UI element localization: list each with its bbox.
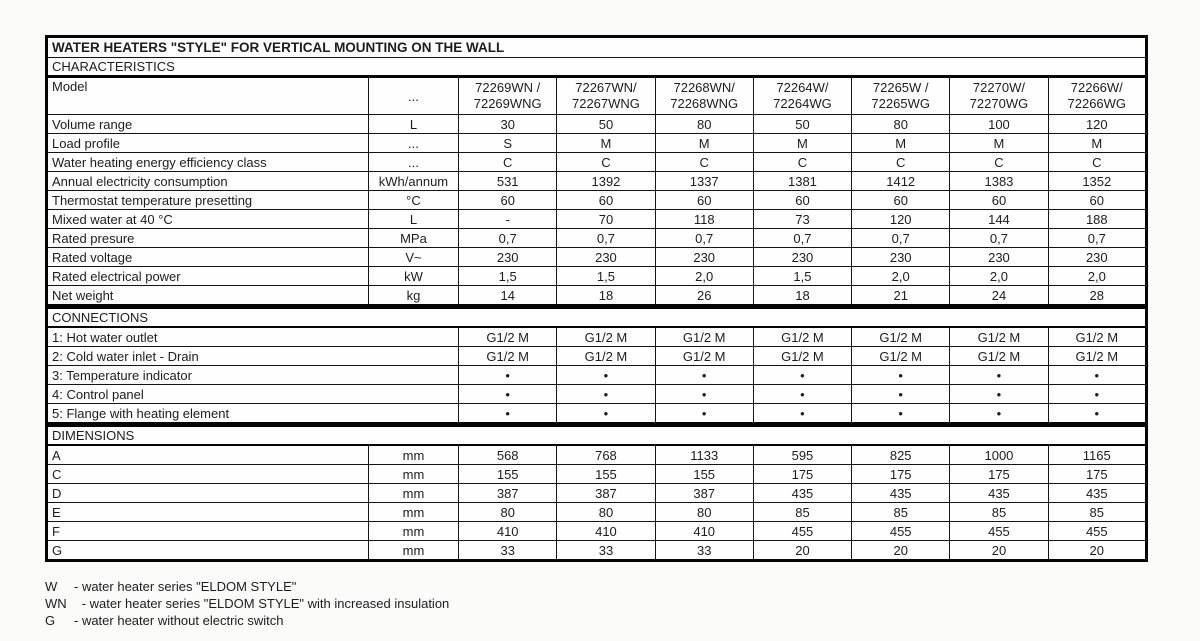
row-label: 5: Flange with heating element: [47, 404, 459, 425]
row-label: 3: Temperature indicator: [47, 366, 459, 385]
cell-value: C: [950, 153, 1048, 172]
cell-value: C: [655, 153, 753, 172]
cell-value: M: [1048, 134, 1146, 153]
cell-value: G1/2 M: [557, 327, 655, 347]
cell-value: 2,0: [950, 267, 1048, 286]
model-name-line2: 72265WG: [871, 96, 930, 111]
cell-value: 1,5: [753, 267, 851, 286]
cell-value: 80: [852, 115, 950, 134]
legend-line: [45, 578, 449, 595]
cell-value: •: [459, 404, 557, 425]
cell-value: 230: [852, 248, 950, 267]
cell-value: C: [753, 153, 851, 172]
characteristics-header: CHARACTERISTICS: [47, 58, 1147, 77]
legend-abbr: G: [45, 613, 56, 628]
cell-value: 0,7: [753, 229, 851, 248]
row-label: A: [47, 445, 369, 465]
cell-value: 33: [655, 541, 753, 561]
cell-value: •: [459, 366, 557, 385]
row-label: Annual electricity consumption: [47, 172, 369, 191]
cell-value: 80: [655, 115, 753, 134]
row-unit: L: [368, 210, 458, 229]
cell-value: C: [852, 153, 950, 172]
table-title: WATER HEATERS "STYLE" FOR VERTICAL MOUNTING ON THE WALL: [47, 37, 1147, 58]
cell-value: 60: [950, 191, 1048, 210]
spec-table: [45, 35, 1148, 562]
cell-value: S: [459, 134, 557, 153]
cell-value: G1/2 M: [950, 347, 1048, 366]
cell-value: 18: [557, 286, 655, 307]
model-name-line1: 72267WN/: [575, 80, 637, 95]
cell-value: G1/2 M: [1048, 327, 1146, 347]
cell-value: 60: [753, 191, 851, 210]
cell-value: 175: [852, 465, 950, 484]
spec-row: [47, 115, 1147, 134]
cell-value: 0,7: [950, 229, 1048, 248]
cell-value: G1/2 M: [655, 347, 753, 366]
model-name-line2: 72268WNG: [670, 96, 739, 111]
spec-row: [47, 404, 1147, 425]
cell-value: C: [557, 153, 655, 172]
cell-value: 20: [852, 541, 950, 561]
cell-value: •: [557, 385, 655, 404]
cell-value: M: [655, 134, 753, 153]
cell-value: 435: [852, 484, 950, 503]
cell-value: •: [753, 404, 851, 425]
cell-value: •: [557, 366, 655, 385]
cell-value: •: [1048, 385, 1146, 404]
model-cell: [459, 77, 557, 115]
legend-desc: - water heater series "ELDOM STYLE": [74, 579, 297, 594]
cell-value: 20: [950, 541, 1048, 561]
model-name-line2: 72270WG: [969, 96, 1029, 111]
cell-value: 155: [557, 465, 655, 484]
cell-value: 60: [852, 191, 950, 210]
cell-value: G1/2 M: [852, 347, 950, 366]
spec-row: [47, 541, 1147, 561]
cell-value: M: [557, 134, 655, 153]
cell-value: 80: [557, 503, 655, 522]
legend-abbr: WN: [45, 596, 67, 611]
model-cell: [557, 77, 655, 115]
cell-value: 188: [1048, 210, 1146, 229]
cell-value: M: [852, 134, 950, 153]
cell-value: G1/2 M: [459, 347, 557, 366]
cell-value: 1165: [1048, 445, 1146, 465]
model-cell: [950, 77, 1048, 115]
model-name-line1: 72269WN /: [475, 80, 541, 95]
cell-value: M: [950, 134, 1048, 153]
legend-abbr: W: [45, 579, 58, 594]
cell-value: G1/2 M: [1048, 347, 1146, 366]
cell-value: 70: [557, 210, 655, 229]
cell-value: •: [950, 385, 1048, 404]
cell-value: C: [1048, 153, 1146, 172]
cell-value: 30: [459, 115, 557, 134]
model-name-line2: 72269WNG: [473, 96, 542, 111]
spec-row: [47, 267, 1147, 286]
cell-value: 455: [753, 522, 851, 541]
cell-value: 1133: [655, 445, 753, 465]
cell-value: 0,7: [852, 229, 950, 248]
model-name-line1: 72264W/: [776, 80, 829, 95]
cell-value: •: [655, 385, 753, 404]
cell-value: G1/2 M: [852, 327, 950, 347]
model-name-line2: 72266WG: [1067, 96, 1127, 111]
dimensions-header-row: [47, 425, 1147, 446]
cell-value: •: [852, 366, 950, 385]
cell-value: 155: [459, 465, 557, 484]
cell-value: 26: [655, 286, 753, 307]
cell-value: 80: [459, 503, 557, 522]
spec-row: [47, 286, 1147, 307]
row-unit: kW: [368, 267, 458, 286]
cell-value: 1000: [950, 445, 1048, 465]
spec-row: [47, 465, 1147, 484]
row-unit: V~: [368, 248, 458, 267]
spec-row: [47, 385, 1147, 404]
cell-value: •: [557, 404, 655, 425]
cell-value: •: [1048, 404, 1146, 425]
row-unit: mm: [368, 465, 458, 484]
cell-value: 455: [950, 522, 1048, 541]
cell-value: 50: [753, 115, 851, 134]
cell-value: •: [852, 385, 950, 404]
row-label: Water heating energy efficiency class: [47, 153, 369, 172]
cell-value: 230: [655, 248, 753, 267]
row-unit: ...: [368, 153, 458, 172]
cell-value: 175: [753, 465, 851, 484]
title-section: [47, 37, 1147, 58]
cell-value: 50: [557, 115, 655, 134]
cell-value: 80: [655, 503, 753, 522]
dimensions-rows: [47, 445, 1147, 561]
model-cell: [1048, 77, 1146, 115]
cell-value: 144: [950, 210, 1048, 229]
cell-value: 455: [852, 522, 950, 541]
cell-value: 825: [852, 445, 950, 465]
cell-value: G1/2 M: [753, 327, 851, 347]
connections-header: CONNECTIONS: [47, 307, 1147, 328]
cell-value: 230: [459, 248, 557, 267]
cell-value: 1337: [655, 172, 753, 191]
cell-value: 1352: [1048, 172, 1146, 191]
cell-value: 0,7: [557, 229, 655, 248]
cell-value: 18: [753, 286, 851, 307]
cell-value: 60: [655, 191, 753, 210]
cell-value: 1381: [753, 172, 851, 191]
row-label: 2: Cold water inlet - Drain: [47, 347, 459, 366]
cell-value: 85: [950, 503, 1048, 522]
cell-value: 20: [753, 541, 851, 561]
cell-value: 568: [459, 445, 557, 465]
cell-value: 100: [950, 115, 1048, 134]
row-label: 1: Hot water outlet: [47, 327, 459, 347]
spec-row: [47, 366, 1147, 385]
cell-value: C: [459, 153, 557, 172]
cell-value: 175: [1048, 465, 1146, 484]
cell-value: 230: [557, 248, 655, 267]
row-label: Thermostat temperature presetting: [47, 191, 369, 210]
connections-rows: [47, 327, 1147, 425]
cell-value: •: [950, 404, 1048, 425]
spec-row: [47, 484, 1147, 503]
cell-value: 1383: [950, 172, 1048, 191]
row-unit: MPa: [368, 229, 458, 248]
cell-value: 435: [950, 484, 1048, 503]
cell-value: G1/2 M: [753, 347, 851, 366]
cell-value: •: [950, 366, 1048, 385]
cell-value: 14: [459, 286, 557, 307]
cell-value: 435: [1048, 484, 1146, 503]
row-label: Volume range: [47, 115, 369, 134]
cell-value: 435: [753, 484, 851, 503]
cell-value: 120: [1048, 115, 1146, 134]
spec-row: [47, 445, 1147, 465]
cell-value: •: [655, 366, 753, 385]
cell-value: M: [753, 134, 851, 153]
cell-value: 21: [852, 286, 950, 307]
row-label: G: [47, 541, 369, 561]
legend-desc: - water heater without electric switch: [74, 613, 284, 628]
cell-value: 33: [557, 541, 655, 561]
row-unit: kWh/annum: [368, 172, 458, 191]
connections-section: [47, 307, 1147, 328]
cell-value: 0,7: [655, 229, 753, 248]
row-label: D: [47, 484, 369, 503]
row-unit: °C: [368, 191, 458, 210]
cell-value: 1,5: [557, 267, 655, 286]
cell-value: G1/2 M: [557, 347, 655, 366]
cell-value: 1412: [852, 172, 950, 191]
cell-value: 118: [655, 210, 753, 229]
model-row-unit: ...: [368, 77, 458, 115]
cell-value: •: [1048, 366, 1146, 385]
row-unit: ...: [368, 134, 458, 153]
cell-value: G1/2 M: [950, 327, 1048, 347]
spec-row: [47, 347, 1147, 366]
cell-value: 85: [753, 503, 851, 522]
row-label: Net weight: [47, 286, 369, 307]
cell-value: 60: [1048, 191, 1146, 210]
spec-row: [47, 134, 1147, 153]
cell-value: 73: [753, 210, 851, 229]
cell-value: •: [753, 385, 851, 404]
cell-value: 175: [950, 465, 1048, 484]
characteristics-rows: [47, 115, 1147, 307]
connections-header-row: [47, 307, 1147, 328]
cell-value: 155: [655, 465, 753, 484]
cell-value: 24: [950, 286, 1048, 307]
spec-row: [47, 153, 1147, 172]
spec-row: [47, 522, 1147, 541]
cell-value: 1,5: [459, 267, 557, 286]
model-cell: [655, 77, 753, 115]
model-name-line1: 72268WN/: [673, 80, 735, 95]
legend-desc: - water heater series "ELDOM STYLE" with increased insulation: [81, 596, 450, 611]
row-label: Load profile: [47, 134, 369, 153]
model-name-line1: 72265W /: [872, 80, 929, 95]
model-cell: [852, 77, 950, 115]
abbreviation-legend: [45, 578, 449, 629]
row-unit: mm: [368, 503, 458, 522]
cell-value: 455: [1048, 522, 1146, 541]
row-label: Mixed water at 40 °C: [47, 210, 369, 229]
row-label: Rated presure: [47, 229, 369, 248]
row-label: C: [47, 465, 369, 484]
cell-value: G1/2 M: [655, 327, 753, 347]
characteristics-header-row: [47, 58, 1147, 77]
cell-value: 2,0: [655, 267, 753, 286]
cell-value: 20: [1048, 541, 1146, 561]
model-name-line2: 72267WNG: [571, 96, 640, 111]
spec-row: [47, 327, 1147, 347]
spec-row: [47, 503, 1147, 522]
cell-value: 230: [1048, 248, 1146, 267]
row-label: Rated electrical power: [47, 267, 369, 286]
legend-line: [45, 595, 449, 612]
model-row: [47, 77, 1147, 115]
row-label: E: [47, 503, 369, 522]
characteristics-section: [47, 58, 1147, 115]
cell-value: -: [459, 210, 557, 229]
cell-value: •: [852, 404, 950, 425]
dimensions-header: DIMENSIONS: [47, 425, 1147, 446]
row-unit: mm: [368, 445, 458, 465]
dimensions-section: [47, 425, 1147, 446]
cell-value: 410: [655, 522, 753, 541]
cell-value: G1/2 M: [459, 327, 557, 347]
row-label: Rated voltage: [47, 248, 369, 267]
model-row-label: Model: [47, 77, 369, 115]
spec-row: [47, 210, 1147, 229]
cell-value: •: [459, 385, 557, 404]
cell-value: 2,0: [1048, 267, 1146, 286]
cell-value: 768: [557, 445, 655, 465]
row-label: F: [47, 522, 369, 541]
spec-row: [47, 172, 1147, 191]
cell-value: 387: [557, 484, 655, 503]
cell-value: 1392: [557, 172, 655, 191]
row-label: 4: Control panel: [47, 385, 459, 404]
cell-value: 410: [459, 522, 557, 541]
cell-value: 531: [459, 172, 557, 191]
cell-value: 387: [655, 484, 753, 503]
cell-value: 0,7: [459, 229, 557, 248]
spec-row: [47, 191, 1147, 210]
cell-value: 410: [557, 522, 655, 541]
spec-row: [47, 229, 1147, 248]
cell-value: •: [753, 366, 851, 385]
row-unit: mm: [368, 522, 458, 541]
cell-value: 60: [459, 191, 557, 210]
cell-value: 230: [950, 248, 1048, 267]
model-cell: [753, 77, 851, 115]
legend-line: [45, 612, 449, 629]
cell-value: 28: [1048, 286, 1146, 307]
cell-value: 85: [852, 503, 950, 522]
row-unit: L: [368, 115, 458, 134]
cell-value: 595: [753, 445, 851, 465]
cell-value: 33: [459, 541, 557, 561]
cell-value: 85: [1048, 503, 1146, 522]
cell-value: •: [655, 404, 753, 425]
model-name-line2: 72264WG: [773, 96, 832, 111]
cell-value: 387: [459, 484, 557, 503]
row-unit: mm: [368, 541, 458, 561]
cell-value: 120: [852, 210, 950, 229]
cell-value: 230: [753, 248, 851, 267]
row-unit: mm: [368, 484, 458, 503]
spec-row: [47, 248, 1147, 267]
model-name-line1: 72266W/: [1070, 80, 1123, 95]
row-unit: kg: [368, 286, 458, 307]
cell-value: 60: [557, 191, 655, 210]
cell-value: 0,7: [1048, 229, 1146, 248]
table-title-row: [47, 37, 1147, 58]
model-name-line1: 72270W/: [972, 80, 1025, 95]
cell-value: 2,0: [852, 267, 950, 286]
